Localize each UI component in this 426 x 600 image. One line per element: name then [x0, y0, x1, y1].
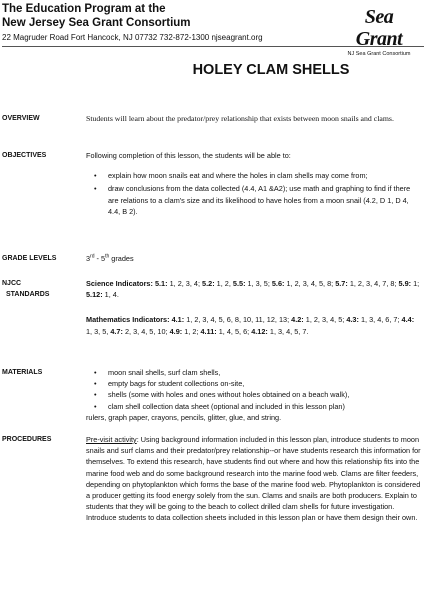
indicator-key: 5.12 — [86, 290, 101, 300]
objectives-content — [86, 150, 422, 217]
indicator-values: 1, 2, 3, 4, 7, 8; — [349, 279, 397, 288]
list-item: • moon snail shells, surf clam shells, — [108, 367, 422, 378]
math-indicators-title: Mathematics Indicators — [86, 315, 168, 325]
list-item: • draw conclusions from the data collected (4.4, A1 &A2); use math and graphing to find if there are relations to a clam's size and its likelihood to have holes from a moon snail (4.2, D 1, D 4, 4.4, B 2). — [108, 183, 422, 217]
indicator-key: 5.1 — [154, 279, 166, 288]
indicator-key: 5.5 — [232, 279, 244, 288]
grade-levels-value — [86, 253, 422, 264]
grade-to-suffix: th — [105, 253, 110, 260]
materials-section — [2, 367, 422, 423]
njcc-content — [86, 278, 422, 337]
indicator-key: 4.9 — [169, 326, 180, 336]
grade-levels-label: GRADE LEVELS — [2, 255, 57, 262]
list-item: • clam shell collection data sheet (optional and included in this lesson plan) — [108, 401, 422, 412]
materials-list — [86, 367, 422, 412]
logo-wordmark: Sea Grant — [355, 6, 403, 50]
science-indicators: Science Indicators: 5.1: 1, 2, 3, 4; 5.2: 1, 2, 5.5: 1, 3, 5; 5.6: 1, 2, 3, 4, 5, 8; 5.7: 1, 2, 3, 4, 7, 8; 5.9: 1; 5.12: 1, 4. — [86, 279, 420, 300]
list-item: • empty bags for student collections on-site, — [108, 378, 422, 389]
procedures-label: PROCEDURES — [2, 436, 52, 443]
njcc-label — [2, 278, 82, 300]
objectives-list — [86, 170, 422, 217]
procedures-content — [86, 434, 422, 524]
indicator-values: 1, 3, 4, 6, 7; — [360, 315, 400, 325]
overview-text: Students will learn about the predator/prey relationship that exists between moon snails and clams. — [86, 114, 394, 123]
procedures-text: : Using background information included in this lesson plan, introduce students to moon snails and surf clams and their predator/prey relationship--or have students research this information for themselves. To extend this research, have students find out where and how this relationship fits into the marine food web and do some background research into the marine food web. Clams are filter feeders, depending on phytoplankton which forms the base of the marine food web. Phytoplankton is considered a producer getting its food energy solely from the sun. Clams and snails are both producers. Explain to students that they will be going to the beach to collect drilled clam shells for future investigation. Introduce students to data collection sheets included in this lesson plan or have them design their own. — [86, 435, 421, 523]
indicator-key: 4.2 — [291, 315, 302, 325]
logo-subtitle: NJ Sea Grant Consortium — [347, 51, 411, 57]
indicator-key: 5.9 — [398, 279, 409, 288]
materials-tail: rulers, graph paper, crayons, pencils, glitter, glue, and string. — [86, 412, 282, 422]
indicator-key: 5.2 — [202, 279, 213, 288]
procedures-section — [2, 434, 422, 524]
program-heading — [2, 2, 191, 30]
page-title — [0, 62, 426, 78]
program-heading-line2: New Jersey Sea Grant Consortium — [2, 17, 191, 29]
list-item: • explain how moon snails eat and where the holes in clam shells may come from; — [108, 170, 422, 181]
grade-separator: - — [94, 254, 102, 263]
grade-from: 3 — [86, 254, 91, 263]
indicator-values: 1, 3, 4, 5, 7. — [269, 326, 309, 336]
indicator-key: 4.4 — [401, 315, 412, 325]
program-heading-line1: The Education Program at the — [2, 3, 166, 15]
indicator-values: 1, 2, 3, 4; — [169, 279, 201, 288]
indicator-key: 5.6 — [271, 279, 283, 288]
indicator-key: 5.7 — [335, 279, 346, 288]
indicator-values: 1, 2, 3, 4, 5, 8; — [286, 279, 334, 288]
science-indicators-title: Science Indicators — [86, 279, 151, 288]
overview-section — [2, 113, 422, 124]
indicator-values: 1, 3, 5; — [247, 279, 270, 288]
list-item: • shells (some with holes and ones without holes obtained on a beach walk), — [108, 389, 422, 400]
indicator-values: 1, 4, 5, 6; — [218, 326, 250, 336]
indicator-values: 1; — [413, 279, 420, 288]
materials-label: MATERIALS — [2, 369, 43, 376]
math-indicators: Mathematics Indicators: 4.1: 1, 2, 3, 4, 5, 6, 8, 10, 11, 12, 13; 4.2: 1, 2, 3, 4, 5; 4.3: 1, 3, 4, 6, 7; 4.4: 1, 3, 5, 4.7: 2, 3, 4, 5, 10; 4.9: 1, 2; 4.11: 1, 4, 5, 6; 4.12: 1, 3, 4, 5, 7. — [86, 315, 415, 336]
indicator-key: 4.7 — [110, 326, 121, 336]
grade-from-suffix: rd — [90, 253, 95, 260]
njcc-label-line2: STANDARDS — [6, 291, 50, 299]
materials-content — [86, 367, 422, 423]
page-title-text: HOLEY CLAM SHELLS — [192, 62, 350, 78]
indicator-values: 1, 2; — [184, 326, 199, 336]
indicator-values: 1, 3, 5, — [86, 326, 109, 336]
grade-to: 5 — [101, 254, 106, 263]
grade-suffix: grades — [109, 254, 134, 263]
indicator-key: 4.1 — [171, 315, 182, 325]
contact-address: 22 Magruder Road Fort Hancock, NJ 07732 732-872-1300 njseagrant.org — [2, 33, 263, 42]
indicator-key: 4.3 — [346, 315, 357, 325]
pre-visit-activity-heading: Pre-visit activity — [86, 435, 137, 444]
grade-levels-section — [2, 253, 422, 264]
njcc-label-line1: NJCC — [2, 280, 22, 287]
header-divider — [2, 46, 424, 47]
objectives-intro: Following completion of this lesson, the students will be able to: — [86, 151, 291, 160]
objectives-label: OBJECTIVES — [2, 152, 47, 159]
sea-grant-logo — [340, 6, 418, 58]
indicator-values: 1, 4. — [104, 290, 119, 300]
indicator-key: 4.11 — [200, 326, 215, 336]
indicator-values: 1, 2, 3, 4, 5; — [305, 315, 345, 325]
indicator-values: 2, 3, 4, 5, 10; — [124, 326, 168, 336]
overview-label: OVERVIEW — [2, 115, 40, 122]
indicator-values: 1, 2, 3, 4, 5, 6, 8, 10, 11, 12, 13; — [186, 315, 290, 325]
njcc-standards-section — [2, 278, 422, 337]
objectives-section — [2, 150, 422, 219]
indicator-values: 1, 2, — [216, 279, 231, 288]
indicator-key: 4.12 — [251, 326, 266, 336]
